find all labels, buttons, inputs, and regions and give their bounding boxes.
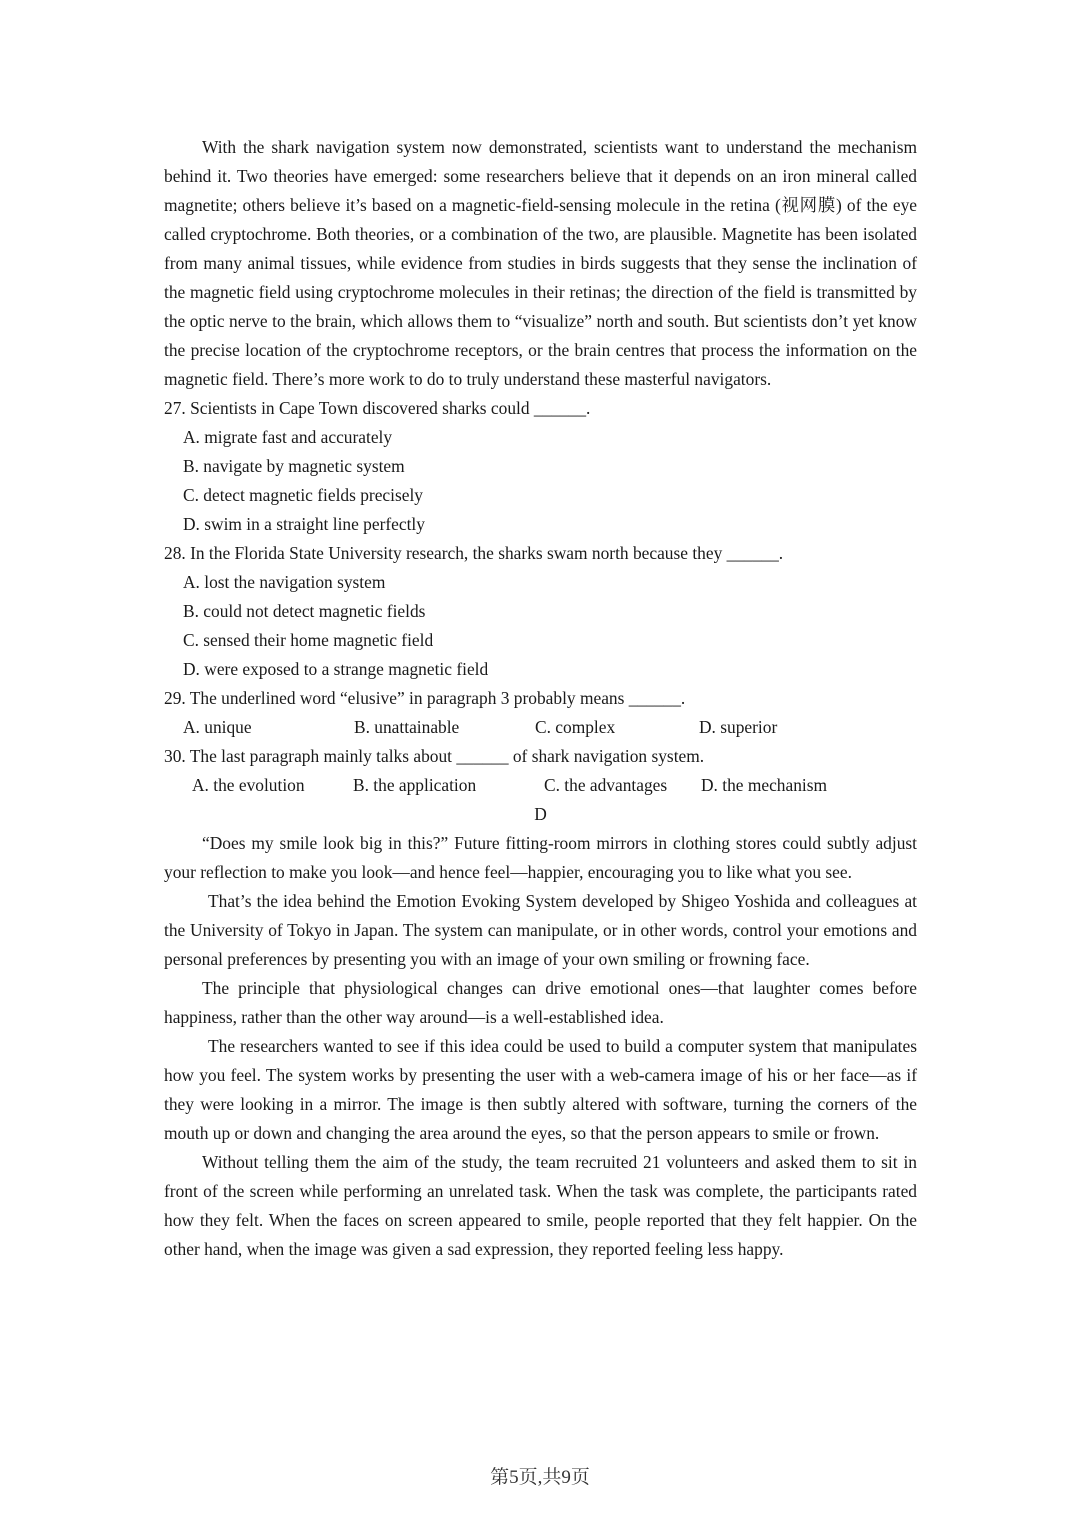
question-stem: 29. The underlined word “elusive” in paragraph 3 probably means ______.: [164, 688, 686, 708]
option-b: B. unattainable: [354, 717, 460, 737]
option-a: A. migrate fast and accurately: [183, 427, 393, 447]
option-d: D. the mechanism: [701, 775, 828, 795]
option-b: B. could not detect magnetic fields: [183, 601, 426, 621]
section-d-paragraph-3: The principle that physiological changes can drive emotional ones—that laughter comes before happiness, rather than the other way around—is a well-established idea.: [164, 978, 917, 1027]
option-a: A. the evolution: [192, 775, 305, 795]
document-page: [164, 133, 917, 1264]
option-b: B. the application: [353, 775, 477, 795]
section-d-paragraph-5: Without telling them the aim of the study, the team recruited 21 volunteers and asked them to sit in front of the screen while performing an unrelated task. When the task was complete, the participants rated how they felt. When the faces on screen appeared to smile, people reported that they felt happier. On the other hand, when the image was given a sad expression, they reported feeling less happy.: [164, 1152, 917, 1259]
question-28: [164, 539, 917, 684]
section-d-paragraph-4: The researchers wanted to see if this idea could be used to build a computer system that manipulates how you feel. The system works by presenting the user with a web-camera image of his or her face—as if they were looking in a mirror. The image is then subtly altered with software, turning the corners of the mouth up or down and changing the area around the eyes, so that the person appears to smile or frown.: [164, 1036, 917, 1143]
option-c: C. complex: [535, 717, 616, 737]
option-a: A. unique: [183, 717, 252, 737]
option-c: C. the advantages: [544, 775, 668, 795]
question-27: [164, 394, 917, 539]
option-c: C. sensed their home magnetic field: [183, 630, 434, 650]
question-stem: 27. Scientists in Cape Town discovered sharks could ______.: [164, 398, 591, 418]
section-d-paragraph-2: That’s the idea behind the Emotion Evoking System developed by Shigeo Yoshida and colleagues at the University of Tokyo in Japan. The system can manipulate, or in other words, control your emotions and personal preferences by presenting you with an image of your own smiling or frowning face.: [164, 891, 917, 969]
section-heading-d: D: [534, 804, 547, 824]
option-c: C. detect magnetic fields precisely: [183, 485, 423, 505]
option-a: A. lost the navigation system: [183, 572, 386, 592]
option-d: D. swim in a straight line perfectly: [183, 514, 425, 534]
question-stem: 28. In the Florida State University research, the sharks swam north because they ______.: [164, 543, 784, 563]
question-stem: 30. The last paragraph mainly talks about ______ of shark navigation system.: [164, 746, 705, 766]
question-29: [164, 684, 917, 742]
section-d-paragraph-1: “Does my smile look big in this?” Future fitting-room mirrors in clothing stores could subtly adjust your reflection to make you look—and hence feel—happier, encouraging you to like what you see.: [164, 833, 917, 882]
passage-c-final-paragraph: With the shark navigation system now demonstrated, scientists want to understand the mechanism behind it. Two theories have emerged: some researchers believe that it depends on an iron mineral called magnetite; others believe it’s based on a magnetic-field-sensing molecule in the retina (视网膜) of the eye called cryptochrome. Both theories, or a combination of the two, are plausible. Magnetite has been isolated from many animal tissues, while evidence from studies in birds suggests that they sense the inclination of the magnetic field using cryptochrome molecules in their retinas; the direction of the field is transmitted by the optic nerve to the brain, which allows them to “visualize” north and south. But scientists don’t yet know the precise location of the cryptochrome receptors, or the brain centres that process the information on the magnetic field. There’s more work to do to truly understand these masterful navigators.: [164, 137, 917, 389]
option-b: B. navigate by magnetic system: [183, 456, 405, 476]
options-row: [164, 713, 917, 742]
options-row: [164, 771, 917, 800]
option-d: D. superior: [699, 717, 778, 737]
page-number-footer: 第5页,共9页: [490, 1467, 590, 1488]
option-d: D. were exposed to a strange magnetic field: [183, 659, 489, 679]
question-30: [164, 742, 917, 800]
